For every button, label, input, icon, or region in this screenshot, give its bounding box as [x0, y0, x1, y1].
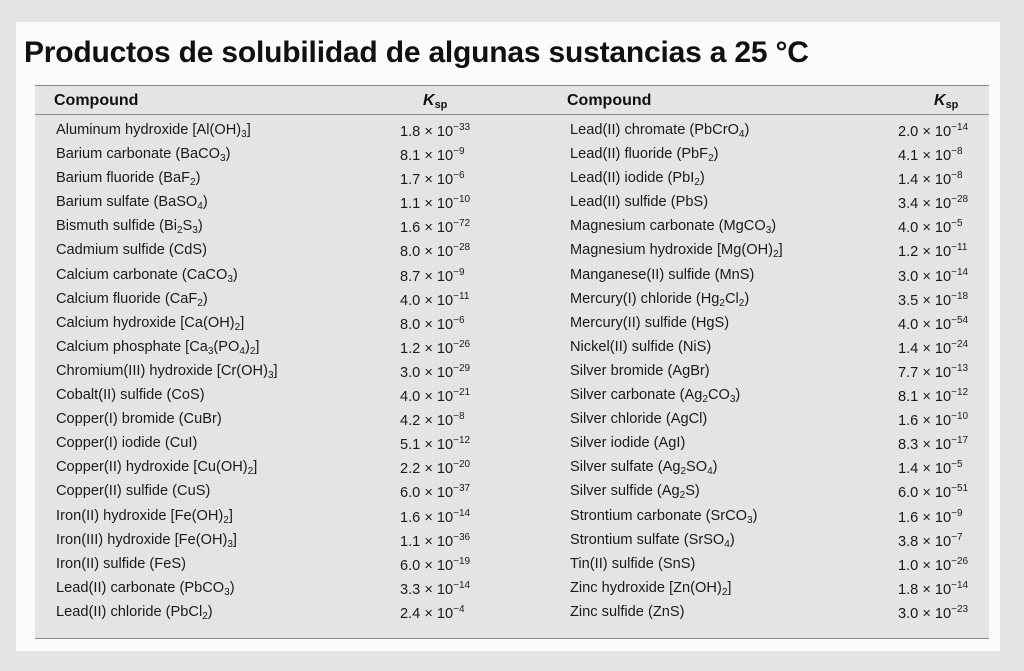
compound-name: Lead(II) sulfide (PbS): [570, 194, 709, 211]
table-row: [570, 554, 985, 578]
table-row: [56, 602, 536, 626]
table-row: [570, 144, 985, 168]
table-row: [570, 433, 985, 457]
table-header: [35, 86, 989, 115]
ksp-value: $3.8 \times 10^{-7}$: [898, 531, 963, 550]
compound-name: Mercury(II) sulfide (HgS): [570, 314, 730, 331]
table-row: [56, 168, 536, 192]
compound-name: Silver sulfide $(Ag_2S)$: [570, 483, 700, 502]
compound-name: Iron(II) sulfide (FeS): [56, 555, 186, 572]
compound-name: Magnesium carbonate (MgCO$_3$): [570, 218, 777, 237]
compound-name: Strontium sulfate (SrSO$_4$): [570, 531, 735, 550]
ksp-value: $1.0 \times 10^{-26}$: [898, 555, 969, 574]
table-row: [56, 409, 536, 433]
header-ksp-right: $K_{sp}$: [934, 92, 959, 111]
ksp-value: $4.0 \times 10^{-21}$: [400, 387, 471, 406]
compound-name: Copper(II) sulfide (CuS): [56, 483, 211, 500]
compound-name: Calcium hydroxide $[Ca(OH)_2]$: [56, 314, 245, 333]
left-column: [56, 120, 536, 626]
table-row: [56, 554, 536, 578]
table-row: [570, 265, 985, 289]
table-row: [570, 385, 985, 409]
compound-name: Silver iodide (AgI): [570, 435, 686, 452]
table-row: [570, 240, 985, 264]
table-row: [56, 361, 536, 385]
ksp-value: $1.4 \times 10^{-5}$: [898, 459, 963, 478]
table-row: [570, 361, 985, 385]
ksp-value: $3.5 \times 10^{-18}$: [898, 290, 969, 309]
table-row: [570, 602, 985, 626]
ksp-value: $4.2 \times 10^{-8}$: [400, 411, 465, 430]
compound-name: Iron(II) hydroxide $[Fe(OH)_2]$: [56, 507, 233, 526]
compound-name: Cobalt(II) sulfide (CoS): [56, 387, 205, 404]
ksp-value: $4.0 \times 10^{-54}$: [898, 314, 969, 333]
ksp-value: $1.6 \times 10^{-14}$: [400, 507, 471, 526]
ksp-value: $8.0 \times 10^{-28}$: [400, 242, 471, 261]
table-row: [570, 530, 985, 554]
table-row: [56, 313, 536, 337]
table-row: [56, 433, 536, 457]
table-row: [56, 457, 536, 481]
ksp-value: $1.6 \times 10^{-72}$: [400, 218, 471, 237]
table-row: [56, 530, 536, 554]
ksp-value: $8.7 \times 10^{-9}$: [400, 266, 465, 285]
compound-name: Calcium phosphate $[Ca_3(PO_4)_2]$: [56, 338, 260, 357]
table-row: [570, 506, 985, 530]
compound-name: Calcium carbonate (CaCO$_3$): [56, 266, 238, 285]
header-compound-left: Compound: [54, 92, 139, 109]
compound-name: Barium fluoride (BaF$_2$): [56, 170, 201, 189]
ksp-value: $5.1 \times 10^{-12}$: [400, 435, 471, 454]
compound-name: Barium carbonate (BaCO$_3$): [56, 146, 231, 165]
ksp-value: $1.8 \times 10^{-14}$: [898, 579, 969, 598]
ksp-value: $8.0 \times 10^{-6}$: [400, 314, 465, 333]
table-row: [570, 120, 985, 144]
compound-name: Copper(II) hydroxide $[Cu(OH)_2]$: [56, 459, 258, 478]
ksp-value: $1.6 \times 10^{-9}$: [898, 507, 963, 526]
table-row: [56, 144, 536, 168]
table-row: [56, 120, 536, 144]
compound-name: Mercury(I) chloride $(Hg_2Cl_2)$: [570, 290, 750, 309]
ksp-value: $3.0 \times 10^{-29}$: [400, 362, 471, 381]
page-title: Productos de solubilidad de algunas sustancias a 25 °C: [24, 36, 809, 69]
compound-name: Barium sulfate (BaSO$_4$): [56, 194, 208, 213]
header-compound-right: Compound: [567, 92, 652, 109]
compound-name: Silver bromide (AgBr): [570, 362, 710, 379]
table-row: [570, 216, 985, 240]
compound-name: Chromium(III) hydroxide $[Cr(OH)_3]$: [56, 362, 278, 381]
ksp-table: [35, 85, 989, 639]
compound-name: Copper(I) iodide (CuI): [56, 435, 198, 452]
table-row: [570, 168, 985, 192]
ksp-value: $3.0 \times 10^{-23}$: [898, 603, 969, 622]
ksp-value: $4.0 \times 10^{-11}$: [400, 290, 470, 309]
ksp-value: $4.0 \times 10^{-5}$: [898, 218, 963, 237]
ksp-value: $1.4 \times 10^{-24}$: [898, 338, 969, 357]
table-row: [570, 337, 985, 361]
ksp-value: $6.0 \times 10^{-51}$: [898, 483, 969, 502]
ksp-value: $3.3 \times 10^{-14}$: [400, 579, 471, 598]
ksp-value: $8.1 \times 10^{-12}$: [898, 387, 969, 406]
ksp-value: $2.2 \times 10^{-20}$: [400, 459, 471, 478]
compound-name: Cadmium sulfide (CdS): [56, 242, 208, 259]
table-row: [56, 240, 536, 264]
compound-name: Silver carbonate $(Ag_2CO_3)$: [570, 387, 741, 406]
compound-name: Nickel(II) sulfide (NiS): [570, 338, 712, 355]
table-row: [56, 506, 536, 530]
compound-name: Copper(I) bromide (CuBr): [56, 411, 222, 428]
ksp-value: $4.1 \times 10^{-8}$: [898, 146, 963, 165]
header-ksp-left: $K_{sp}$: [423, 92, 448, 111]
table-row: [570, 192, 985, 216]
compound-name: Strontium carbonate (SrCO$_3$): [570, 507, 758, 526]
compound-name: Lead(II) fluoride (PbF$_2$): [570, 146, 719, 165]
ksp-value: $1.2 \times 10^{-26}$: [400, 338, 471, 357]
table-row: [570, 578, 985, 602]
ksp-value: $1.2 \times 10^{-11}$: [898, 242, 968, 261]
ksp-value: $3.4 \times 10^{-28}$: [898, 194, 969, 213]
ksp-value: $1.1 \times 10^{-36}$: [400, 531, 471, 550]
compound-name: Aluminum hydroxide $[Al(OH)_3]$: [56, 122, 251, 140]
ksp-value: $1.4 \times 10^{-8}$: [898, 170, 963, 189]
ksp-value: $8.1 \times 10^{-9}$: [400, 146, 465, 165]
compound-name: Tin(II) sulfide (SnS): [570, 555, 696, 572]
ksp-value: $1.7 \times 10^{-6}$: [400, 170, 465, 189]
ksp-value: $8.3 \times 10^{-17}$: [898, 435, 969, 454]
compound-name: Magnesium hydroxide $[Mg(OH)_2]$: [570, 242, 783, 261]
ksp-value: $7.7 \times 10^{-13}$: [898, 362, 969, 381]
compound-name: Bismuth sulfide $(Bi_2S_3)$: [56, 218, 203, 237]
ksp-value: $6.0 \times 10^{-37}$: [400, 483, 471, 502]
document-page: [16, 22, 1000, 651]
compound-name: Manganese(II) sulfide (MnS): [570, 266, 755, 283]
table-row: [56, 385, 536, 409]
ksp-value: $1.1 \times 10^{-10}$: [400, 194, 471, 213]
compound-name: Iron(III) hydroxide $[Fe(OH)_3]$: [56, 531, 237, 550]
compound-name: Lead(II) chloride (PbCl$_2$): [56, 603, 213, 622]
ksp-value: $1.6 \times 10^{-10}$: [898, 411, 969, 430]
compound-name: Lead(II) carbonate (PbCO$_3$): [56, 579, 235, 598]
table-row: [56, 481, 536, 505]
ksp-value: $1.8 \times 10^{-33}$: [400, 122, 471, 140]
compound-name: Lead(II) chromate (PbCrO$_4$): [570, 122, 750, 140]
table-row: [570, 481, 985, 505]
table-row: [570, 313, 985, 337]
table-row: [570, 457, 985, 481]
compound-name: Zinc hydroxide $[Zn(OH)_2]$: [570, 579, 732, 598]
table-row: [570, 289, 985, 313]
table-row: [56, 578, 536, 602]
table-row: [56, 337, 536, 361]
compound-name: Zinc sulfide (ZnS): [570, 603, 685, 620]
compound-name: Silver sulfate $(Ag_2SO_4)$: [570, 459, 718, 478]
table-row: [570, 409, 985, 433]
table-row: [56, 289, 536, 313]
table-row: [56, 216, 536, 240]
compound-name: Silver chloride (AgCl): [570, 411, 708, 428]
table-row: [56, 192, 536, 216]
right-column: [570, 120, 985, 626]
ksp-value: $2.0 \times 10^{-14}$: [898, 122, 969, 140]
compound-name: Lead(II) iodide (PbI$_2$): [570, 170, 705, 189]
ksp-value: $6.0 \times 10^{-19}$: [400, 555, 471, 574]
table-row: [56, 265, 536, 289]
ksp-value: $2.4 \times 10^{-4}$: [400, 603, 465, 622]
ksp-value: $3.0 \times 10^{-14}$: [898, 266, 969, 285]
compound-name: Calcium fluoride (CaF$_2$): [56, 290, 208, 309]
